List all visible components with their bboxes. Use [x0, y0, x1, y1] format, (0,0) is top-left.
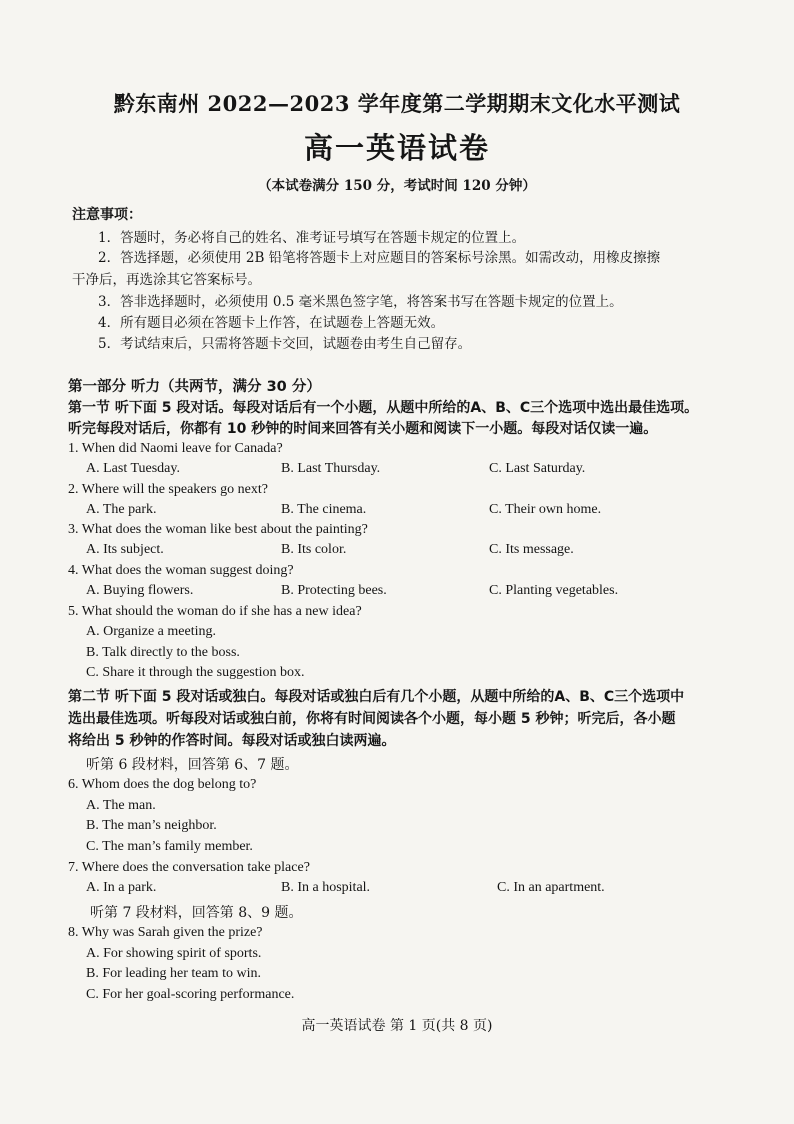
- question-1: 1. When did Naomi leave for Canada?: [68, 441, 283, 456]
- option-b: B. The man’s neighbor.: [86, 818, 217, 833]
- option-b: B. The cinema.: [281, 502, 367, 517]
- question-3: 3. What does the woman like best about the painting?: [68, 522, 368, 537]
- question-4: 4. What does the woman suggest doing?: [68, 563, 294, 578]
- option-a: A. Organize a meeting.: [86, 624, 216, 639]
- notice-item: 1．答题时，务必将自己的姓名、准考证号填写在答题卡规定的位置上。: [98, 230, 526, 246]
- option-b: B. Its color.: [281, 542, 347, 557]
- question-5: 5. What should the woman do if she has a new idea?: [68, 604, 362, 619]
- option-a: A. The man.: [86, 798, 156, 813]
- question-2: 2. Where will the speakers go next?: [68, 482, 268, 497]
- notice-item: 3．答非选择题时，必须使用 0.5 毫米黑色签字笔，将答案书写在答题卡规定的位置上。: [98, 294, 623, 310]
- option-a: A. For showing spirit of sports.: [86, 946, 262, 961]
- option-c: C. In an apartment.: [497, 880, 605, 895]
- option-a: A. Buying flowers.: [86, 583, 194, 598]
- option-b: B. Talk directly to the boss.: [86, 645, 240, 660]
- option-c: C. Planting vegetables.: [489, 583, 619, 598]
- section2-instructions: 第二节 听下面 5 段对话或独白。每段对话或独白后有几个小题，从题中所给的A、B、C三个选项中: [68, 689, 685, 705]
- question-6: 6. Whom does the dog belong to?: [68, 777, 257, 792]
- part1-heading: 第一部分 听力（共两节，满分 30 分）: [68, 379, 321, 395]
- notice-item: 4．所有题目必须在答题卡上作答，在试题卷上答题无效。: [98, 315, 445, 331]
- page-footer: 高一英语试卷 第 1 页(共 8 页): [301, 1018, 493, 1034]
- notice-item: 2．答选择题，必须使用 2B 铅笔将答题卡上对应题目的答案标号涂黑。如需改动，用橡皮擦擦: [98, 250, 661, 266]
- exam-title: 黔东南州 2022—2023 学年度第二学期期末文化水平测试: [113, 91, 681, 116]
- notice-heading: 注意事项：: [72, 207, 142, 223]
- material-note: 听第 6 段材料，回答第 6、7 题。: [86, 757, 299, 773]
- section2-instructions: 选出最佳选项。听每段对话或独白前，你将有时间阅读各个小题，每小题 5 秒钟；听完后，各小题: [68, 711, 676, 727]
- option-a: A. The park.: [86, 502, 157, 517]
- option-b: B. In a hospital.: [281, 880, 371, 895]
- option-c: C. Their own home.: [489, 502, 602, 517]
- option-c: C. Share it through the suggestion box.: [86, 665, 305, 680]
- option-a: A. In a park.: [86, 880, 157, 895]
- notice-item: 干净后，再选涂其它答案标号。: [72, 272, 261, 288]
- question-7: 7. Where does the conversation take place?: [68, 860, 310, 875]
- option-c: C. For her goal-scoring performance.: [86, 987, 295, 1002]
- option-c: C. Its message.: [489, 542, 574, 557]
- section1-instructions: 听完每段对话后，你都有 10 秒钟的时间来回答有关小题和阅读下一小题。每段对话仅读一遍。: [68, 421, 658, 437]
- score-info: （本试卷满分 150 分，考试时间 120 分钟）: [258, 178, 536, 194]
- option-a: A. Its subject.: [86, 542, 164, 557]
- material-note: 听第 7 段材料，回答第 8、9 题。: [90, 905, 303, 921]
- section1-instructions: 第一节 听下面 5 段对话。每段对话后有一个小题，从题中所给的A、B、C三个选项中选出最佳选项。: [68, 400, 699, 416]
- option-b: B. Protecting bees.: [281, 583, 387, 598]
- option-c: C. The man’s family member.: [86, 839, 253, 854]
- question-8: 8. Why was Sarah given the prize?: [68, 925, 263, 940]
- notice-item: 5．考试结束后，只需将答题卡交回，试题卷由考生自己留存。: [98, 336, 472, 352]
- option-b: B. For leading her team to win.: [86, 966, 261, 981]
- section2-instructions: 将给出 5 秒钟的作答时间。每段对话或独白读两遍。: [68, 733, 396, 749]
- option-c: C. Last Saturday.: [489, 461, 586, 476]
- exam-subtitle: 高一英语试卷: [303, 131, 490, 165]
- option-a: A. Last Tuesday.: [86, 461, 180, 476]
- option-b: B. Last Thursday.: [281, 461, 381, 476]
